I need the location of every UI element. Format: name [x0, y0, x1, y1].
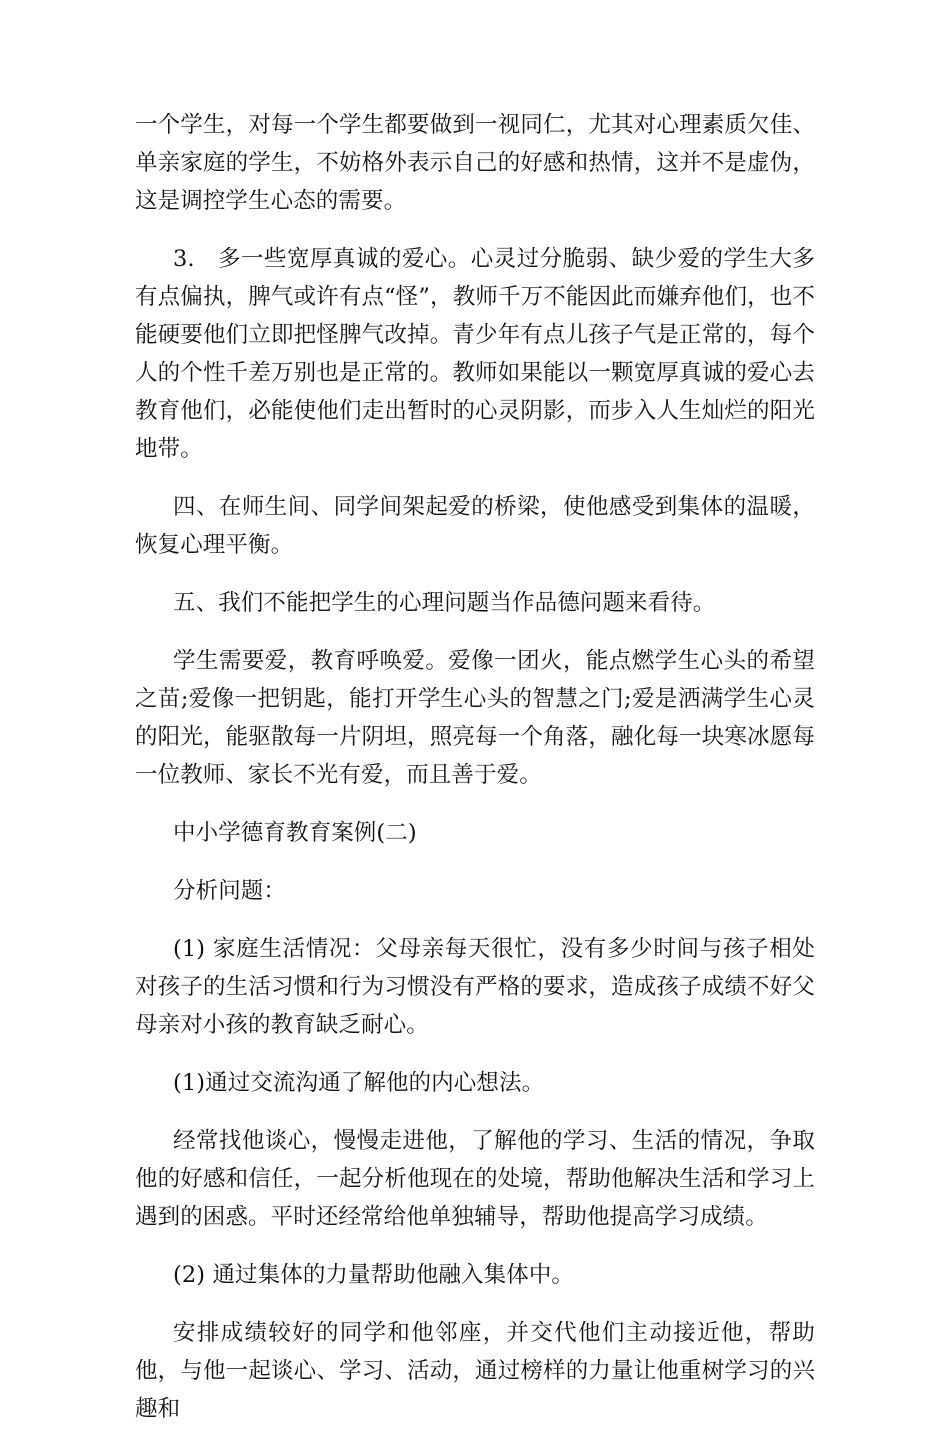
section-heading-case-two: 中小学德育教育案例(二)	[173, 820, 417, 846]
paragraph-point-3-love: 3. 多一些宽厚真诚的爱心。心灵过分脆弱、缺少爱的学生大多有点偏执，脾气或许有点“怪”，教师千万不能因此而嫌弃他们，也不能硬要他们立即把怪脾气改掉。青少年有点儿孩子气是正常的，每个人的个性千差万别也是正常的。教师如果能以一颗宽厚真诚的爱心去教育他们，必能使他们走出暂时的心灵阴影，而步入人生灿烂的阳光地带。	[135, 246, 815, 462]
paragraph-continued-intro: 一个学生，对每一个学生都要做到一视同仁，尤其对心理素质欠佳、单亲家庭的学生，不妨格外表示自己的好感和热情，这并不是虚伪，这是调控学生心态的需要。	[135, 112, 815, 214]
paragraph-point-5-psychology: 五、我们不能把学生的心理问题当作品德问题来看待。	[173, 590, 716, 616]
paragraph-analysis-heading: 分析问题：	[173, 878, 287, 904]
paragraph-collective-detail: 安排成绩较好的同学和他邻座，并交代他们主动接近他，帮助他，与他一起谈心、学习、活动，通过榜样的力量让他重树学习的兴趣和	[135, 1320, 815, 1422]
paragraph-communication-heading: (1)通过交流沟通了解他的内心想法。	[173, 1070, 545, 1096]
paragraph-communication-detail: 经常找他谈心，慢慢走进他，了解他的学习、生活的情况，争取他的好感和信任，一起分析他现在的处境，帮助他解决生活和学习上遇到的困惑。平时还经常给他单独辅导，帮助他提高学习成绩。	[135, 1128, 815, 1230]
paragraph-family-situation: (1) 家庭生活情况：父母亲每天很忙，没有多少时间与孩子相处对孩子的生活习惯和行为习惯没有严格的要求，造成孩子成绩不好父母亲对小孩的教育缺乏耐心。	[135, 936, 815, 1038]
paragraph-point-4-bridge: 四、在师生间、同学间架起爱的桥梁，使他感受到集体的温暖，恢复心理平衡。	[135, 494, 815, 558]
paragraph-collective-heading: (2) 通过集体的力量帮助他融入集体中。	[173, 1262, 575, 1288]
document-body	[135, 106, 815, 1448]
paragraph-education-love: 学生需要爱，教育呼唤爱。爱像一团火，能点燃学生心头的希望之苗;爱像一把钥匙，能打开学生心头的智慧之门;爱是洒满学生心灵的阳光，能驱散每一片阴坦，照亮每一个角落，融化每一块寒冰愿每一位教师、家长不光有爱，而且善于爱。	[135, 648, 815, 788]
